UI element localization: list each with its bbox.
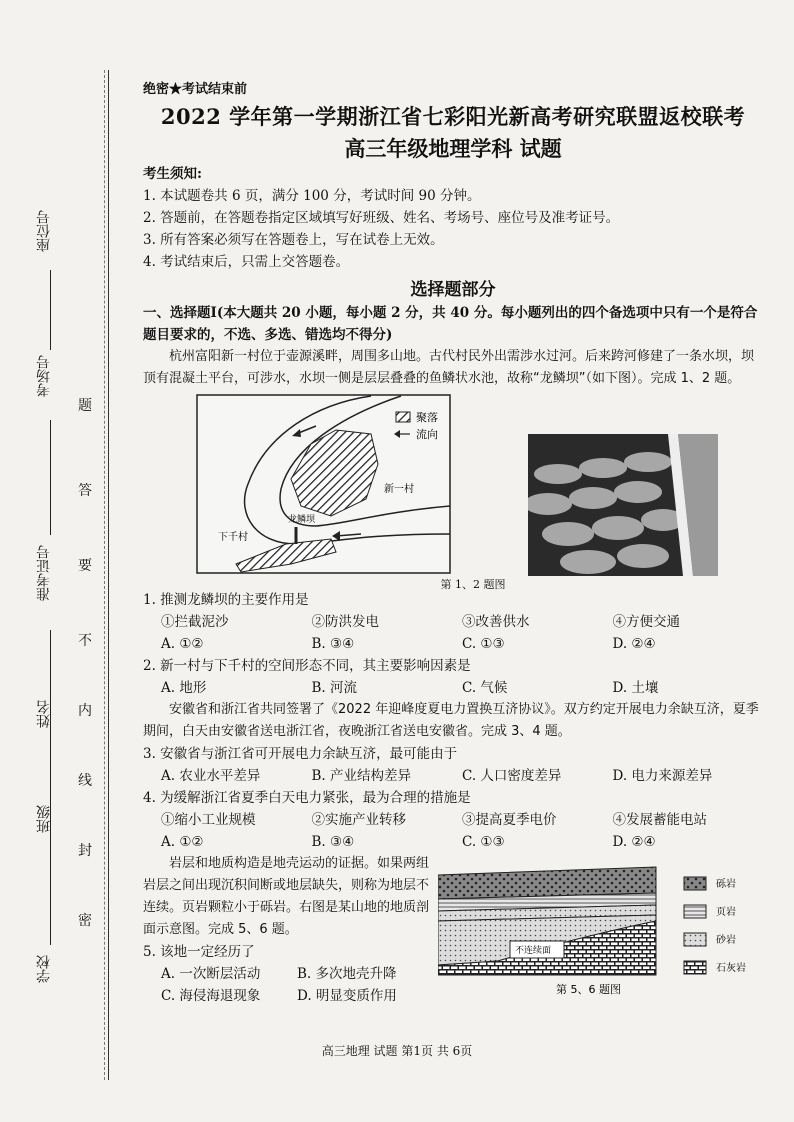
q3-option-c: C. 人口密度差异	[462, 768, 562, 784]
q3-stem: 3. 安徽省与浙江省可开展电力余缺互济，最可能由于	[143, 746, 458, 762]
label-new-village: 新一村	[384, 484, 414, 495]
seal-line	[108, 70, 109, 1080]
figure-5-6-caption: 第 5、6 题图	[556, 983, 621, 996]
q4-option-a: A. ①②	[161, 834, 204, 850]
page-footer: 高三地理 试题 第1页 共 6页	[321, 1044, 473, 1058]
ticket-line	[50, 420, 51, 535]
legend-flow-label: 流向	[416, 428, 438, 441]
notice-item: 4. 考试结束后，只需上交答题卷。	[143, 254, 350, 270]
secret-mark: 绝密★考试结束前	[143, 82, 248, 97]
q2-option-d: D. 土壤	[612, 680, 659, 696]
q3-option-a: A. 农业水平差异	[161, 768, 261, 784]
page-content	[143, 78, 763, 1004]
legend-shale: 页岩	[716, 907, 736, 918]
q2-option-c: C. 气候	[462, 680, 508, 696]
seal-char: 线	[78, 773, 92, 789]
q2-option-b: B. 河流	[311, 680, 358, 696]
dam-photo	[528, 434, 718, 576]
seal-char: 答	[78, 483, 92, 499]
q1-statement: ③改善供水	[462, 614, 530, 630]
label-xia-village: 下千村	[218, 532, 248, 543]
seal-char: 封	[78, 843, 92, 859]
margin-label-seat: 座位号	[36, 210, 52, 252]
notice-item: 1. 本试题卷共 6 页，满分 100 分，考试时间 90 分钟。	[143, 188, 481, 204]
q1-stem: 1. 推测龙鳞坝的主要作用是	[143, 592, 309, 608]
q4-statement: ①缩小工业规模	[161, 812, 256, 828]
notice-heading: 考生须知:	[143, 166, 202, 182]
margin-label-name: 姓名	[36, 700, 52, 728]
q1-statement: ②防洪发电	[311, 614, 379, 630]
q5-option-d: D. 明显变质作用	[297, 988, 397, 1004]
seal-char: 题	[78, 398, 92, 414]
q4-statements	[143, 809, 763, 831]
passage-2: 安徽省和浙江省共同签署了《2022 年迎峰度夏电力置换互济协议》。双方约定开展电力余缺互济，夏季期间，白天由安徽省送电浙江省，夜晚浙江省送电安徽省。完成 3、4 题。	[143, 702, 759, 739]
section-title: 选择题部分	[410, 280, 496, 300]
margin-label-school: 学校	[36, 955, 52, 983]
q4-options	[143, 831, 763, 853]
q3-option-b: B. 产业结构差异	[311, 768, 412, 784]
q1-option-c: C. ①③	[462, 636, 505, 652]
q1-option-b: B. ③④	[311, 636, 355, 652]
q5-option-c: C. 海侵海退现象	[161, 988, 261, 1004]
q4-option-d: D. ②④	[612, 834, 656, 850]
q4-option-b: B. ③④	[311, 834, 355, 850]
q3-option-d: D. 电力来源差异	[612, 768, 713, 784]
q1-statements	[143, 611, 763, 633]
geology-block	[143, 853, 763, 1004]
notice-item: 3. 所有答案必须写在答题卷上，写在试卷上无效。	[143, 232, 444, 248]
exam-title: 2022 学年第一学期浙江省七彩阳光新高考研究联盟返校联考	[160, 104, 746, 129]
q4-statement: ②实施产业转移	[311, 812, 406, 828]
margin-label-ticket: 准考证号	[36, 545, 52, 601]
seal-char: 要	[78, 558, 92, 574]
exam-subtitle: 高三年级地理学科 试题	[344, 136, 562, 161]
section-instructions: 一、选择题Ⅰ(本大题共 20 小题，每小题 2 分，共 40 分。每小题列出的四个备选项中只有一个是符合题目要求的，不选、多选、错选均不得分)	[143, 305, 758, 343]
passage-3: 岩层和地质构造是地壳运动的证据。如果两组岩层之间出现沉积间断或地层缺失，则称为地层不连续。页岩颗粒小于砾岩。右图是某山地的地质剖面示意图。完成 5、6 题。	[143, 856, 430, 937]
q4-statement: ③提高夏季电价	[462, 812, 557, 828]
passage-1: 杭州富阳新一村位于壶源溪畔，周围多山地。古代村民外出需涉水过河。后来跨河修建了一条水坝，坝顶有混凝土平台，可涉水，水坝一侧是层层叠叠的鱼鳞状水池，故称“龙鳞坝”（如下图）。完成 1、2 题。	[143, 349, 755, 386]
notice-item: 2. 答题前，在答题卷指定区域填写好班级、姓名、考场号、座位号及准考证号。	[143, 210, 620, 226]
q1-option-a: A. ①②	[161, 636, 204, 652]
q5-option-b: B. 多次地壳升降	[297, 966, 397, 982]
q1-option-d: D. ②④	[612, 636, 656, 652]
dam-photo-drawing	[528, 434, 718, 576]
seal-char: 不	[78, 633, 92, 649]
label-dam: 龙鳞坝	[288, 515, 316, 525]
legend-settlement-label: 聚落	[416, 411, 438, 424]
q4-option-c: C. ①③	[462, 834, 505, 850]
margin-label-class: 班级	[36, 805, 52, 833]
q2-stem: 2. 新一村与下千村的空间形态不同，其主要影响因素是	[143, 658, 471, 674]
q3-options	[143, 765, 763, 787]
legend-settlement-swatch	[396, 412, 410, 422]
q4-statement: ④发展蓄能电站	[612, 812, 707, 828]
river-map	[196, 394, 451, 574]
legend-sandstone: 砂岩	[716, 935, 736, 946]
seal-char: 密	[78, 913, 92, 929]
binding-margin	[0, 0, 120, 1122]
q1-options	[143, 633, 763, 655]
legend-conglomerate: 砾岩	[716, 879, 736, 890]
seal-line-dashed	[104, 70, 106, 1080]
q5-options	[143, 963, 433, 1007]
seal-char: 内	[78, 703, 92, 719]
room-line	[50, 270, 51, 350]
q5-option-a: A. 一次断层活动	[161, 966, 261, 982]
q2-options	[143, 677, 763, 699]
legend-limestone: 石灰岩	[716, 963, 746, 974]
margin-label-room: 考场号	[36, 355, 52, 397]
q5-stem: 5. 该地一定经历了	[143, 944, 255, 960]
figure-1-2-caption: 第 1、2 题图	[440, 578, 506, 591]
q4-stem: 4. 为缓解浙江省夏季白天电力紧张，最为合理的措施是	[143, 790, 471, 806]
q1-statement: ④方便交通	[612, 614, 680, 630]
unconformity-label: 不连续面	[515, 946, 552, 956]
q2-option-a: A. 地形	[161, 680, 207, 696]
q1-statement: ①拦截泥沙	[161, 614, 229, 630]
geology-section	[438, 853, 763, 1003]
figure-1-2	[143, 394, 763, 589]
